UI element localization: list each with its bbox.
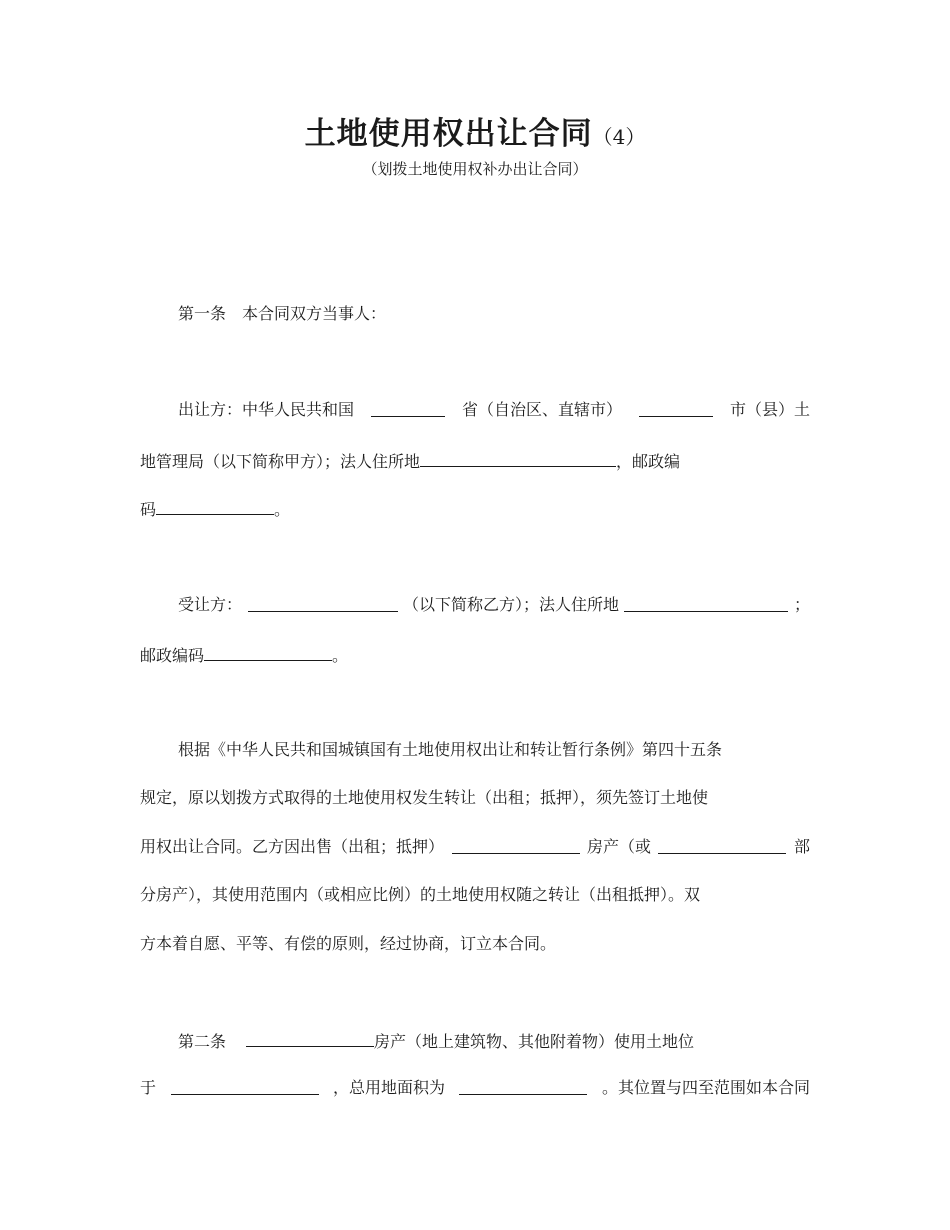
basis-line-1: 根据《中华人民共和国城镇国有土地使用权出让和转让暂行条例》第四十五条 bbox=[178, 740, 723, 759]
city-blank[interactable] bbox=[639, 398, 713, 417]
transferee-address-blank[interactable] bbox=[624, 593, 788, 612]
transferee-abbrev-label: （以下简称乙方）；法人住所地 bbox=[402, 595, 619, 614]
article-2-location-label: 于 bbox=[140, 1078, 157, 1097]
basis-sale-label: 用权出让合同。乙方因出售（出租；抵押） bbox=[140, 837, 445, 856]
position-label: 。其位置与四至范围如本合同 bbox=[601, 1078, 810, 1097]
article-2-line-1 bbox=[178, 1028, 810, 1054]
area-label: ，总用地面积为 bbox=[332, 1078, 445, 1097]
semicolon: ； bbox=[793, 595, 810, 614]
basis-part-label: 部 bbox=[793, 837, 810, 856]
transferor-label: 出让方：中华人民共和国 bbox=[178, 400, 355, 419]
transferor-address-blank[interactable] bbox=[420, 448, 616, 467]
transferee-label: 受让方： bbox=[178, 595, 243, 614]
transferor-line-3 bbox=[140, 496, 810, 522]
province-label: 省（自治区、直辖市） bbox=[461, 400, 622, 419]
article-1-heading: 第一条 本合同双方当事人： bbox=[178, 304, 387, 323]
period: 。 bbox=[274, 500, 291, 519]
title-number: （4） bbox=[592, 125, 646, 149]
transferor-line-2 bbox=[140, 448, 810, 474]
transferor-postcode-blank[interactable] bbox=[156, 496, 274, 515]
area-blank[interactable] bbox=[459, 1076, 587, 1095]
city-label: 市（县）土 bbox=[729, 400, 810, 419]
transferee-line-1 bbox=[178, 593, 810, 617]
basis-line-4: 分房产），其使用范围内（或相应比例）的土地使用权随之转让（出租抵押）。双 bbox=[140, 885, 701, 904]
partial-property-blank[interactable] bbox=[658, 835, 786, 854]
province-blank[interactable] bbox=[371, 398, 445, 417]
article-2-line-2 bbox=[140, 1076, 810, 1100]
location-blank[interactable] bbox=[171, 1076, 319, 1095]
article-2-label: 第二条 bbox=[178, 1032, 227, 1051]
transferor-postcode-label-2: 码 bbox=[140, 500, 157, 519]
document-subtitle: （划拨土地使用权补办出让合同） bbox=[362, 160, 588, 178]
title-text: 土地使用权出让合同 bbox=[304, 116, 593, 152]
transferee-postcode-blank[interactable] bbox=[204, 642, 332, 661]
period: 。 bbox=[332, 646, 349, 665]
transferor-address-label: 地管理局（以下简称甲方）；法人住所地 bbox=[140, 452, 421, 471]
article-2-property-blank[interactable] bbox=[246, 1028, 374, 1047]
basis-property-label: 房产（或 bbox=[586, 837, 651, 856]
transferee-name-blank[interactable] bbox=[248, 593, 398, 612]
transferor-postcode-label: ，邮政编 bbox=[616, 452, 681, 471]
document-title bbox=[0, 112, 950, 161]
transferee-postcode-label: 邮政编码 bbox=[140, 646, 205, 665]
basis-line-2: 规定，原以划拨方式取得的土地使用权发生转让（出租；抵押），须先签订土地使 bbox=[140, 788, 709, 807]
transferee-line-2 bbox=[140, 642, 810, 668]
property-blank[interactable] bbox=[452, 835, 580, 854]
basis-line-3 bbox=[140, 835, 810, 859]
article-2-property-label: 房产（地上建筑物、其他附着物）使用土地位 bbox=[374, 1032, 695, 1051]
transferor-line-1 bbox=[178, 398, 810, 422]
basis-line-5: 方本着自愿、平等、有偿的原则，经过协商，订立本合同。 bbox=[140, 934, 557, 953]
